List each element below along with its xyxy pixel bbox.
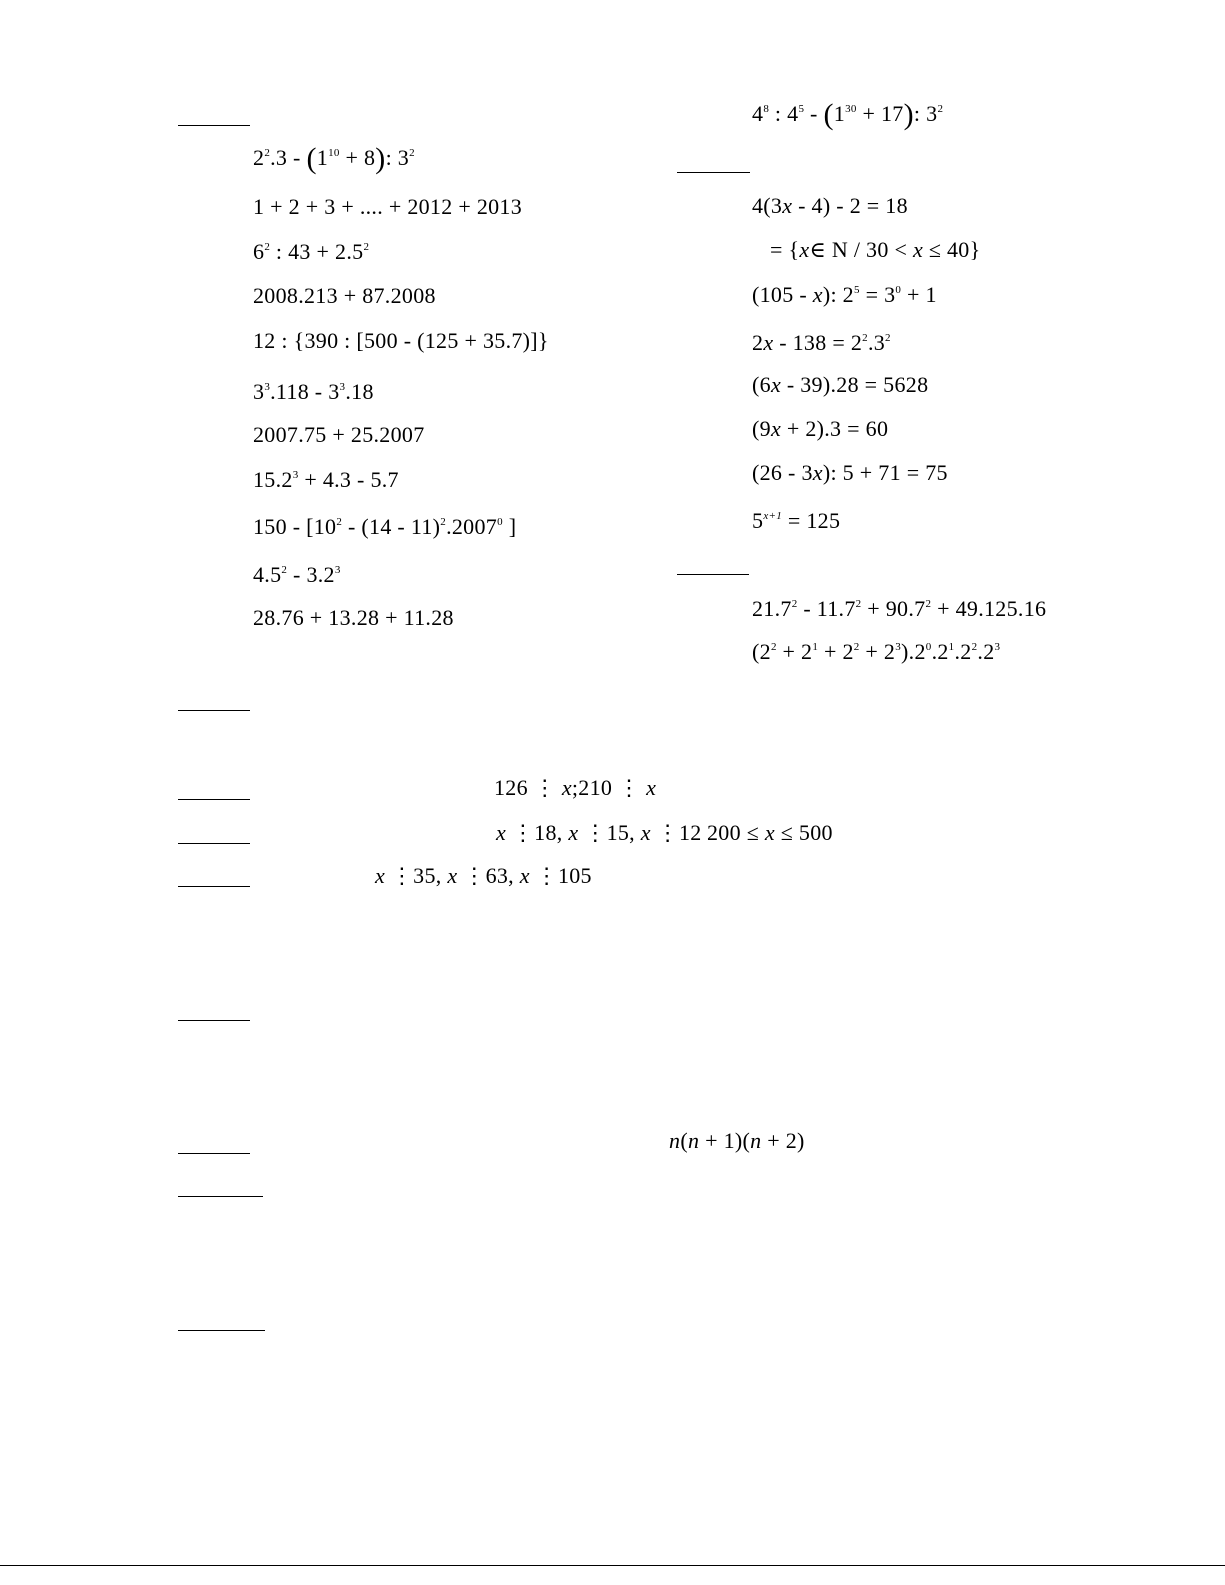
- eq-right-8: $5^{x+1} = 125$: [752, 508, 841, 533]
- expr-right-1: $4^8$ : $4^5 - (1^{30} + 17)$: $3^2$: [752, 98, 944, 131]
- page-bottom-border: [0, 1565, 1225, 1566]
- heading-rule-11: [178, 1330, 265, 1331]
- heading-rule-6: [178, 843, 250, 844]
- divisor-condition: 126 ⋮ x;210 ⋮ x: [494, 775, 657, 800]
- expr-left-9: $150 - [10^2 - (14 - 11)^2.2007^0$ ]: [253, 514, 517, 539]
- heading-rule-1: [178, 125, 250, 126]
- set-right-2: = {x∈ N / 30 < x ≤ 40}: [770, 237, 981, 262]
- expr-left-7: 2007.75 + 25.2007: [253, 422, 425, 447]
- expr-left-6: $3^3.118 - 3^3.18$: [253, 379, 374, 404]
- heading-rule-2: [677, 172, 750, 173]
- expr-left-11: 28.76 + 13.28 + 11.28: [253, 605, 454, 630]
- expr-left-2: 1 + 2 + 3 + .... + 2012 + 2013: [253, 194, 523, 219]
- expr-left-8: $15.2^3 + 4.3 - 5.7$: [253, 467, 399, 492]
- expr-right-10: $(2^2 + 2^1 + 2^2 + 2^3).2^0.2^1.2^2.2^3$: [752, 639, 1001, 664]
- product-expression: n(n + 1)(n + 2): [669, 1128, 805, 1153]
- heading-rule-3: [677, 574, 749, 575]
- eq-right-5: (6x - 39).28 = 5628: [752, 372, 929, 397]
- heading-rule-5: [178, 799, 250, 800]
- eq-right-3: (105 - x): $2^5 = 3^0 + 1$: [752, 282, 937, 307]
- expr-right-9: $21.7^2 - 11.7^2 + 90.7^2 + 49.125.16$: [752, 596, 1047, 621]
- heading-rule-7: [178, 886, 250, 887]
- range-condition: 200 ≤ x ≤ 500: [707, 820, 833, 845]
- expr-left-5: 12 : {390 : [500 - (125 + 35.7)]}: [253, 328, 549, 353]
- expr-left-1: $2^2.3 - (1^{10} + 8)$: $3^2$: [253, 142, 415, 175]
- heading-rule-10: [178, 1196, 263, 1197]
- expr-left-10: $4.5^2 - 3.2^3$: [253, 562, 341, 587]
- eq-right-1: 4(3x - 4) - 2 = 18: [752, 193, 908, 218]
- expr-left-4: 2008.213 + 87.2008: [253, 283, 436, 308]
- heading-rule-9: [178, 1153, 250, 1154]
- eq-right-6: (9x + 2).3 = 60: [752, 416, 889, 441]
- eq-right-4: $2x - 138 = 2^2.3^2$: [752, 330, 891, 355]
- heading-rule-4: [178, 710, 250, 711]
- heading-rule-8: [178, 1020, 250, 1021]
- common-multiple-condition: x ⋮35, x ⋮63, x ⋮105: [375, 863, 592, 888]
- eq-right-7: (26 - 3x): 5 + 71 = 75: [752, 460, 948, 485]
- multiple-condition: x ⋮18, x ⋮15, x ⋮12: [496, 820, 702, 845]
- expr-left-3: $6^2$ : $43 + 2.5^2$: [253, 239, 370, 264]
